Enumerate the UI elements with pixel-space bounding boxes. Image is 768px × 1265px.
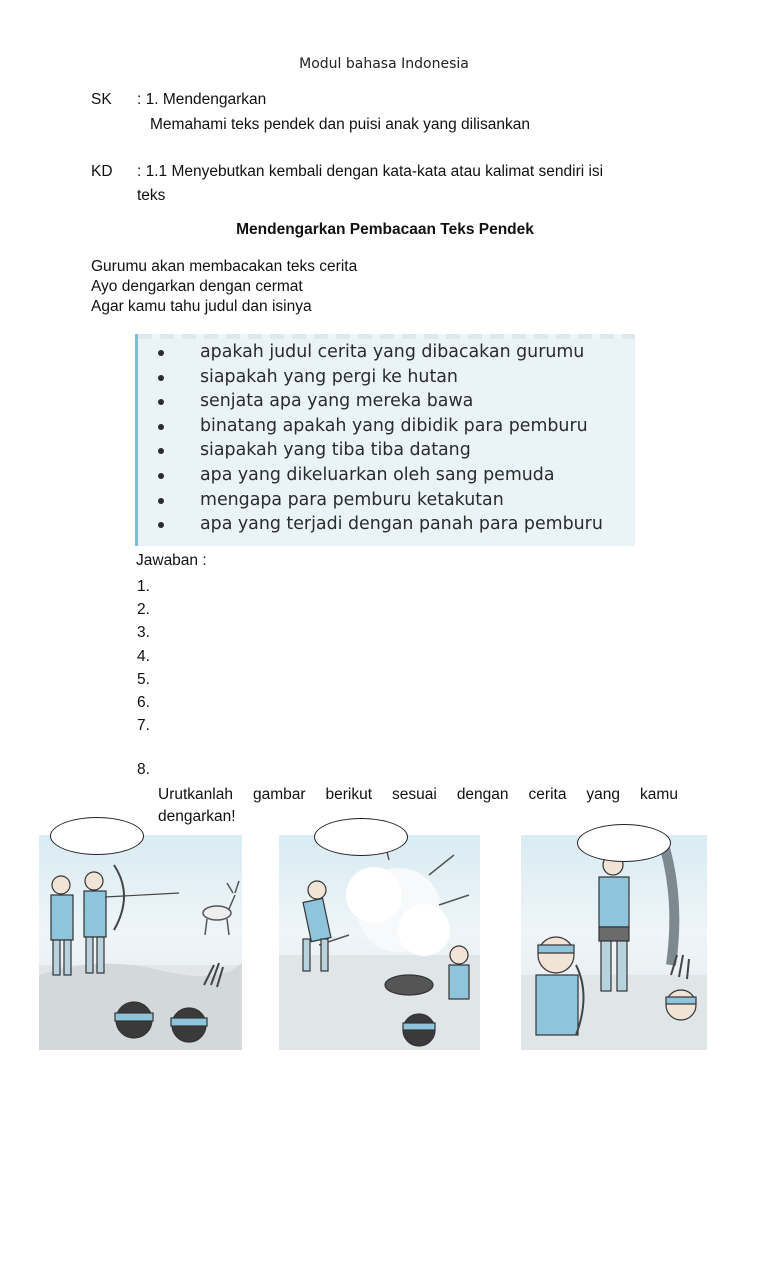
explosion-drawing xyxy=(279,835,480,1050)
bullet-icon xyxy=(158,424,164,430)
bullet-icon xyxy=(158,473,164,479)
answer-number: 7. xyxy=(137,717,150,735)
answer-number: 2. xyxy=(137,601,150,619)
illustration-young-man xyxy=(521,835,707,1050)
order-oval-1[interactable] xyxy=(50,817,144,855)
instruction-word: cerita xyxy=(528,786,567,803)
bullet-icon xyxy=(158,522,164,528)
illustration-hunters-aiming xyxy=(39,835,242,1050)
intro-line-3: Agar kamu tahu judul dan isinya xyxy=(91,298,312,315)
kd-label: KD xyxy=(91,163,113,180)
question-item xyxy=(152,512,603,537)
instruction-word: gambar xyxy=(252,786,306,803)
instruction-word: berikut xyxy=(325,786,373,803)
answer-number: 1. xyxy=(137,578,150,595)
instruction-word: yang xyxy=(586,786,621,803)
sk-line-2: Memahami teks pendek dan puisi anak yang dilisankan xyxy=(150,116,530,133)
question-text: binatang apakah yang dibidik para pemburu xyxy=(200,415,588,436)
question-item xyxy=(152,340,603,365)
instruction-word: kamu xyxy=(640,786,678,803)
page-header-title: Modul bahasa Indonesia xyxy=(299,56,469,72)
bullet-icon xyxy=(158,498,164,504)
bullet-icon xyxy=(158,448,164,454)
young-man-drawing xyxy=(521,835,707,1050)
answer-number: 6. xyxy=(137,693,150,711)
kd-line-2: teks xyxy=(137,187,166,204)
answer-number: 5. xyxy=(137,670,150,688)
question-text: apa yang dikeluarkan oleh sang pemuda xyxy=(200,464,555,485)
hunters-aiming-drawing xyxy=(39,835,242,1050)
order-oval-2[interactable] xyxy=(314,818,408,856)
question-text: senjata apa yang mereka bawa xyxy=(200,391,474,412)
answers-list xyxy=(137,575,150,737)
kd-line-1: : 1.1 Menyebutkan kembali dengan kata-kata atau kalimat sendiri isi xyxy=(137,163,604,180)
question-item xyxy=(152,414,603,439)
question-text: mengapa para pemburu ketakutan xyxy=(200,489,504,510)
question-text: siapakah yang tiba tiba datang xyxy=(200,440,471,461)
question-item xyxy=(152,463,603,488)
question-text: apakah judul cerita yang dibacakan gurumu xyxy=(200,342,585,362)
answer-number: 8. xyxy=(137,761,150,778)
bullet-icon xyxy=(158,375,164,381)
question-item xyxy=(152,365,603,390)
intro-line-2: Ayo dengarkan dengan cermat xyxy=(91,278,303,295)
instruction-line-2: dengarkan! xyxy=(158,808,236,825)
bullet-icon xyxy=(158,399,164,405)
intro-line-1: Gurumu akan membacakan teks cerita xyxy=(91,258,358,275)
illustration-explosion xyxy=(279,835,480,1050)
instruction-word: Urutkanlah xyxy=(158,786,233,803)
answer-number: 4. xyxy=(137,647,150,665)
sk-label: SK xyxy=(91,91,112,108)
order-oval-3[interactable] xyxy=(577,824,671,862)
instruction-word: sesuai xyxy=(392,786,437,803)
sk-line-1: : 1. Mendengarkan xyxy=(137,91,267,108)
question-text: apa yang terjadi dengan panah para pemburu xyxy=(200,514,603,535)
questions-list xyxy=(152,340,603,537)
answers-label: Jawaban : xyxy=(136,552,207,569)
instruction-word: dengan xyxy=(456,786,509,803)
instruction-line-1 xyxy=(158,785,678,805)
questions-box xyxy=(135,334,635,546)
bullet-icon xyxy=(158,350,164,356)
answer-number: 3. xyxy=(137,624,150,642)
section-title: Mendengarkan Pembacaan Teks Pendek xyxy=(236,221,534,238)
question-item xyxy=(152,438,603,463)
question-text: siapakah yang pergi ke hutan xyxy=(200,366,458,387)
question-item xyxy=(152,488,603,513)
question-item xyxy=(152,389,603,414)
